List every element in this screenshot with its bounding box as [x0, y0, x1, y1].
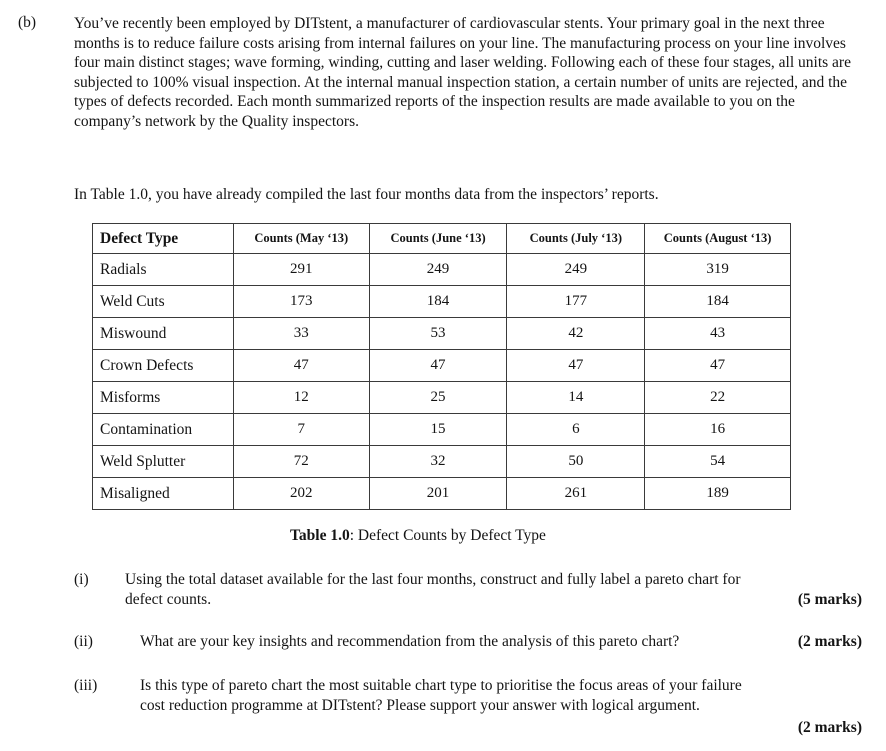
- question-marks: (5 marks): [797, 591, 862, 608]
- question-ii: [74, 632, 864, 652]
- column-header-may: Counts (May ‘13): [233, 224, 369, 254]
- count-cell: 201: [369, 478, 507, 510]
- count-cell: 249: [507, 254, 645, 286]
- question-number: (iii): [74, 677, 98, 694]
- count-cell: 32: [369, 446, 507, 478]
- count-cell: 53: [369, 318, 507, 350]
- question-marks: (2 marks): [797, 633, 862, 650]
- defect-name: Contamination: [93, 414, 234, 446]
- count-cell: 43: [645, 318, 791, 350]
- defect-name: Miswound: [93, 318, 234, 350]
- column-header-june: Counts (June ‘13): [369, 224, 507, 254]
- table-row: [93, 350, 791, 382]
- defect-name: Radials: [93, 254, 234, 286]
- count-cell: 42: [507, 318, 645, 350]
- question-marks: (2 marks): [797, 719, 862, 736]
- count-cell: 47: [233, 350, 369, 382]
- defect-counts-table: [92, 223, 791, 510]
- count-cell: 177: [507, 286, 645, 318]
- count-cell: 15: [369, 414, 507, 446]
- count-cell: 54: [645, 446, 791, 478]
- count-cell: 47: [645, 350, 791, 382]
- column-header-august: Counts (August ‘13): [645, 224, 791, 254]
- defect-name: Misaligned: [93, 478, 234, 510]
- count-cell: 14: [507, 382, 645, 414]
- question-i: [74, 570, 864, 610]
- table-row: [93, 446, 791, 478]
- table-row: [93, 254, 791, 286]
- question-text-line1: Is this type of pareto chart the most suitable chart type to prioritise the focus areas of your failure: [140, 677, 742, 694]
- defect-name: Weld Splutter: [93, 446, 234, 478]
- section-label: (b): [18, 14, 37, 31]
- table-row: [93, 414, 791, 446]
- question-number: (i): [74, 571, 89, 588]
- count-cell: 50: [507, 446, 645, 478]
- count-cell: 291: [233, 254, 369, 286]
- caption-text: : Defect Counts by Defect Type: [349, 527, 546, 544]
- count-cell: 47: [507, 350, 645, 382]
- intro-paragraph: You’ve recently been employed by DITstent, a manufacturer of cardiovascular stents. Your primary goal in the next three months is to reduce failure costs arising from internal failures on your line. The manufacturing process on your line involves four main distinct stages; wave forming, winding, cutting and laser welding. Following each of these four stages, all units are subjected to 100% visual inspection. At the internal manual inspection station, a certain number of units are rejected, and the types of defects recorded. Each month summarized reports of the inspection results are made available to you on the company’s network by the Quality inspectors.: [74, 15, 851, 130]
- count-cell: 261: [507, 478, 645, 510]
- table-header-row: [93, 224, 791, 254]
- count-cell: 12: [233, 382, 369, 414]
- table-row: [93, 478, 791, 510]
- count-cell: 184: [369, 286, 507, 318]
- question-text-line2: cost reduction programme at DITstent? Please support your answer with logical argument.: [140, 697, 700, 714]
- table-row: [93, 382, 791, 414]
- count-cell: 202: [233, 478, 369, 510]
- count-cell: 319: [645, 254, 791, 286]
- question-text: What are your key insights and recommendation from the analysis of this pareto chart?: [140, 633, 680, 650]
- question-number: (ii): [74, 633, 93, 650]
- question-text-line1: Using the total dataset available for the last four months, construct and fully label a pareto chart for: [125, 571, 741, 588]
- column-header-july: Counts (July ‘13): [507, 224, 645, 254]
- table-row: [93, 318, 791, 350]
- table-intro: In Table 1.0, you have already compiled the last four months data from the inspectors’ reports.: [74, 186, 659, 203]
- defect-name: Misforms: [93, 382, 234, 414]
- column-header-defect-type: Defect Type: [93, 224, 234, 254]
- defect-name: Crown Defects: [93, 350, 234, 382]
- count-cell: 249: [369, 254, 507, 286]
- count-cell: 47: [369, 350, 507, 382]
- count-cell: 33: [233, 318, 369, 350]
- count-cell: 173: [233, 286, 369, 318]
- table-caption: [290, 527, 546, 545]
- count-cell: 16: [645, 414, 791, 446]
- defect-name: Weld Cuts: [93, 286, 234, 318]
- count-cell: 189: [645, 478, 791, 510]
- table-row: [93, 286, 791, 318]
- count-cell: 184: [645, 286, 791, 318]
- caption-label: Table 1.0: [290, 527, 350, 544]
- count-cell: 72: [233, 446, 369, 478]
- count-cell: 25: [369, 382, 507, 414]
- question-iii: [74, 676, 864, 740]
- count-cell: 22: [645, 382, 791, 414]
- count-cell: 6: [507, 414, 645, 446]
- question-text-line2: defect counts.: [125, 591, 212, 608]
- count-cell: 7: [233, 414, 369, 446]
